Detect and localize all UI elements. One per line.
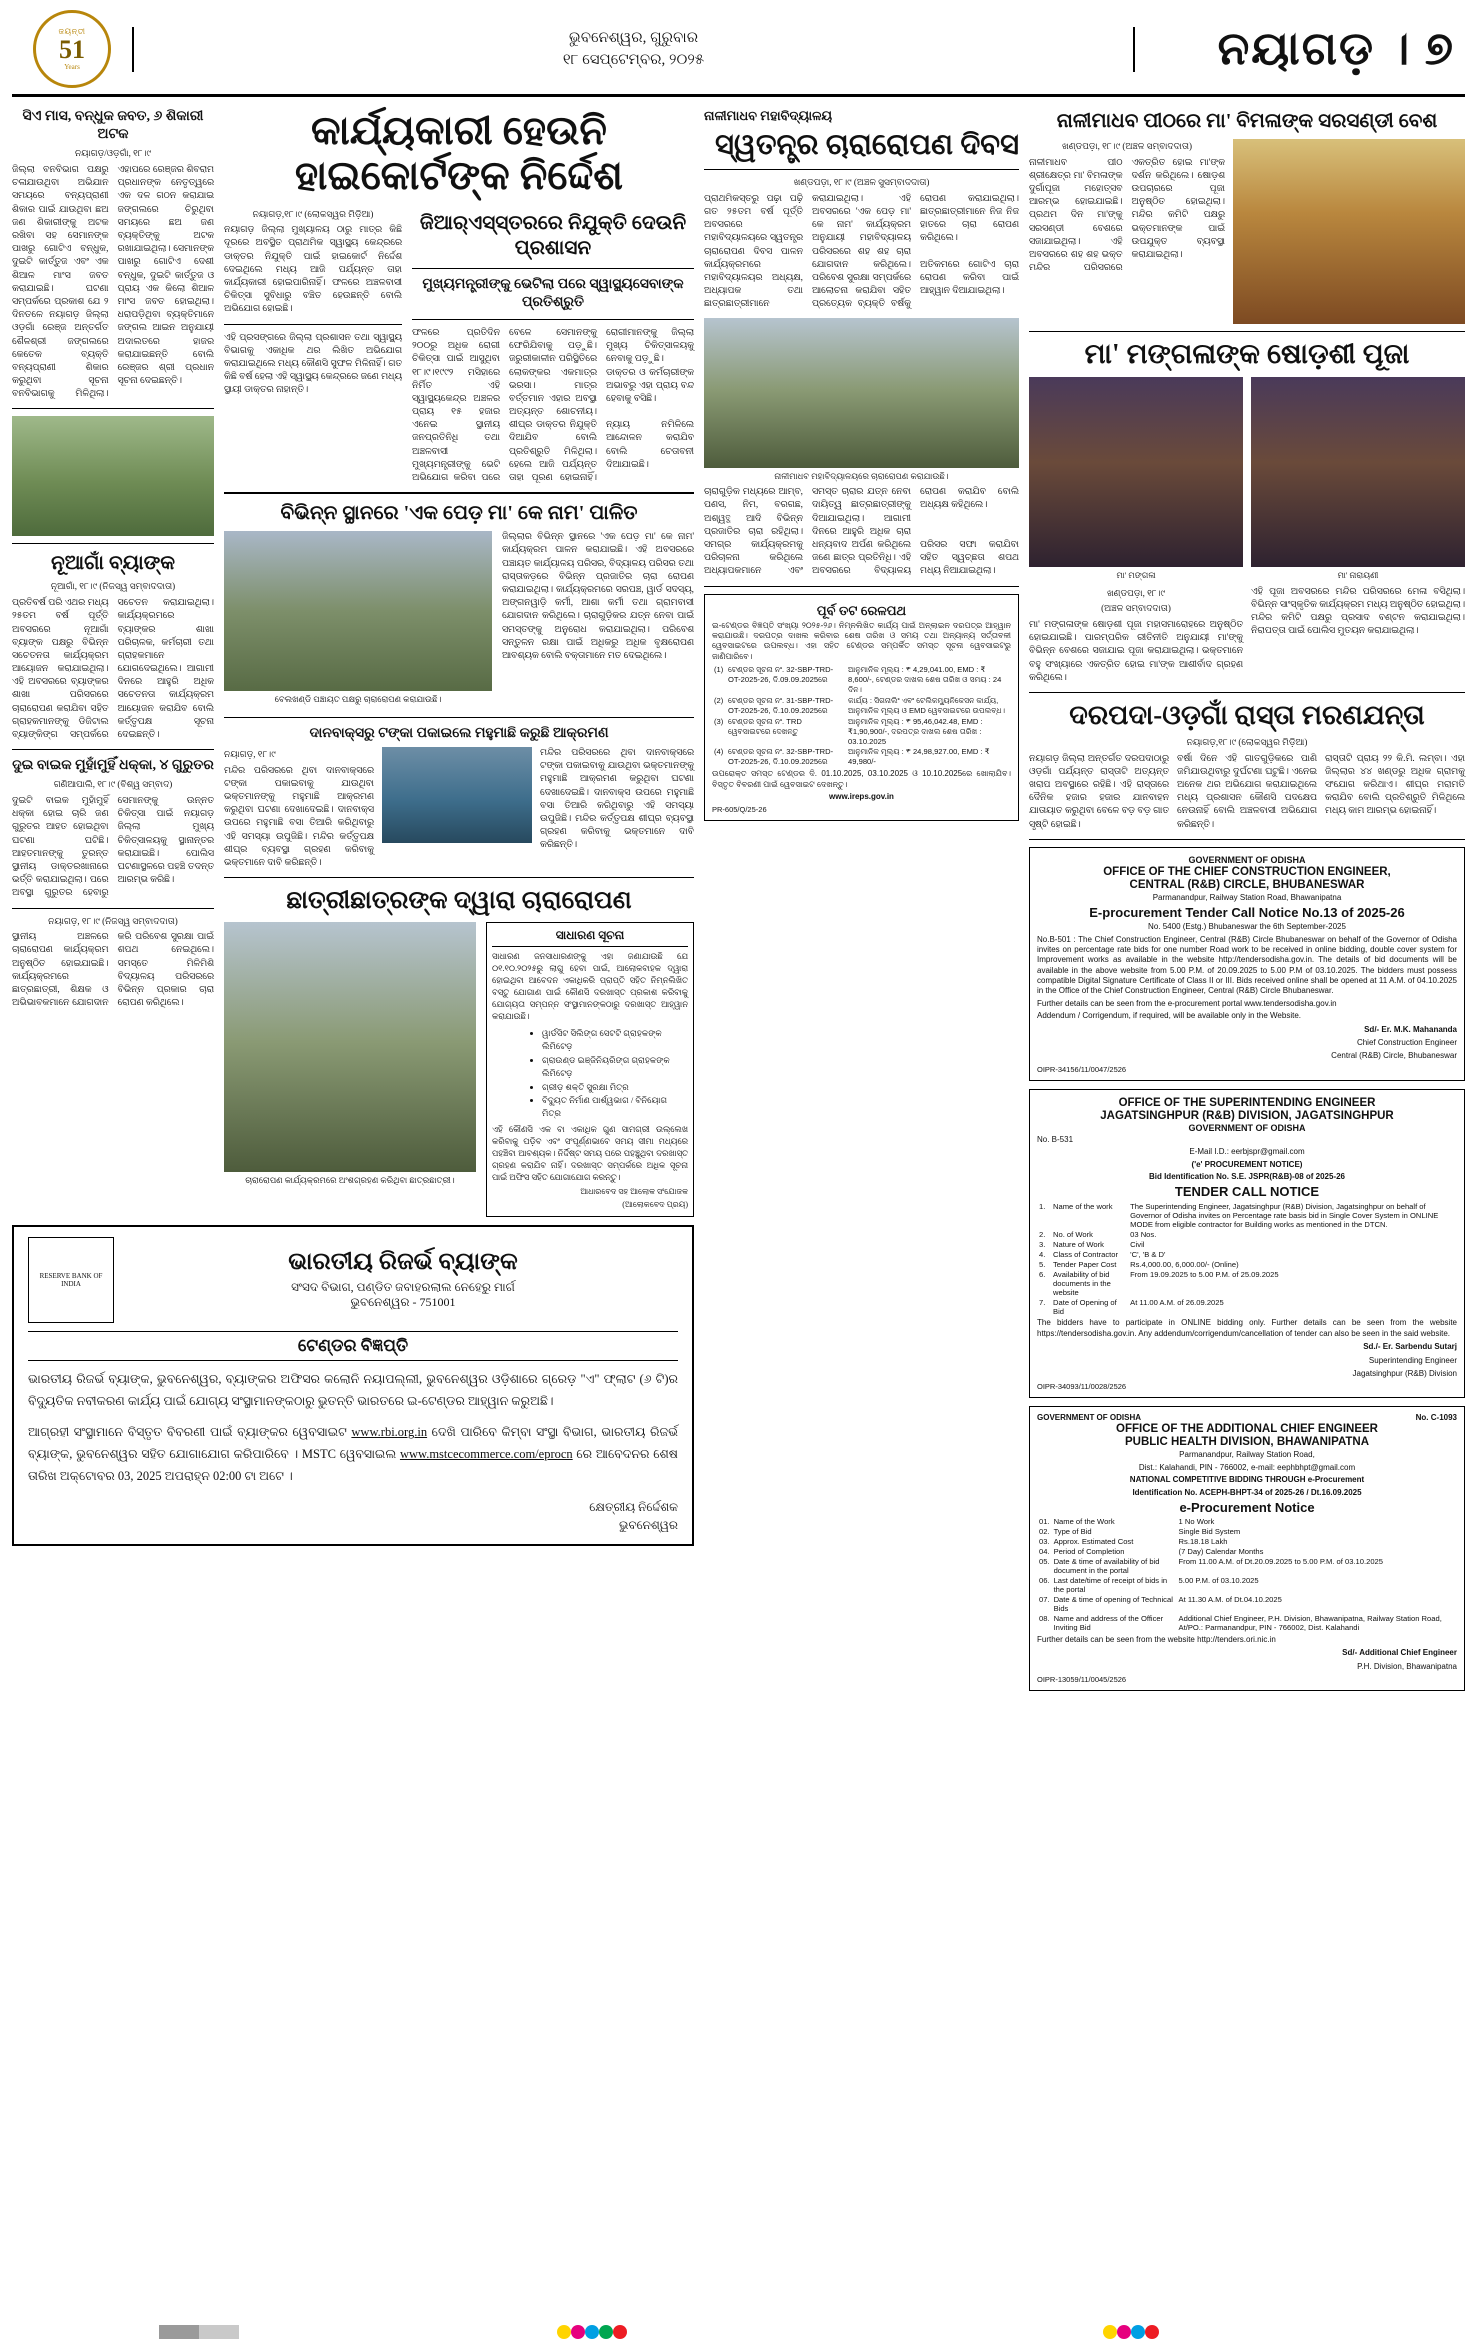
page-columns [12, 105, 1465, 1699]
rbi-title-block [128, 1249, 678, 1310]
row-label: Last date/time of receipt of bids in the portal [1053, 1576, 1168, 1595]
jag-gov-label: GOVERNMENT OF ODISHA [1188, 1122, 1306, 1133]
rbi-tender-advertisement [12, 1225, 694, 1546]
cce-gov-label: GOVERNMENT OF ODISHA [1188, 854, 1306, 865]
table-row [1037, 1229, 1457, 1239]
row-value: The Superintending Engineer, Jagatsinghpur (R&B) Division, Jagatsinghpur on behalf of Governor of Odisha invites on Percentage rate basis bid in Single Cover System in ONLINE MODE from eligible contractor for Building works as mentioned in the DTCN. [1130, 1201, 1439, 1229]
row-desc: ଆନୁମାନିକ ମୂଲ୍ୟ : ₹ 95,46,042.48, EMD : ₹1,90,900/-, ଦରପତ୍ର ଦାଖଲ ଶେଷ ତାରିଖ : 03.10.2025 [848, 716, 983, 746]
masthead [12, 10, 1465, 97]
reg-dot-yellow [557, 2325, 571, 2339]
row-label: Approx. Estimated Cost [1053, 1537, 1134, 1547]
row-number: 5. [1039, 1259, 1046, 1269]
col1-lead-headline: ସିଏ ମାସ, ବନ୍ଧୁକ ଜବତ, ୬ ଶିକାରୀ ଅଟକ [22, 109, 204, 143]
phd-sig-2: P.H. Division, Bhawanipatna [1357, 1661, 1457, 1671]
photo-maa-mangala [1029, 377, 1243, 567]
table-row [1037, 1537, 1457, 1547]
logo-top-label: ଜୟନ୍ତୀ [58, 27, 86, 36]
jag-title: TENDER CALL NOTICE [1174, 1184, 1320, 1200]
col1-news3-byline: ଗଣିଆପାଲି, ୧୮।୯ (ବିଶ୍ୱ ସମ୍ବାଦ) [53, 779, 173, 790]
col4-body-2b: ଏହି ପୂଜା ଅବସରରେ ମନ୍ଦିର ପରିସରରେ ମେଳା ବସିଥିଲା। ବିଭିନ୍ନ ସାଂସ୍କୃତିକ କାର୍ଯ୍ୟକ୍ରମ ମଧ୍ୟ ଅନୁଷ୍ଠିତ ହୋଇଥିଲା। ମନ୍ଦିର କମିଟି ପକ୍ଷରୁ ପ୍ରସାଦ ବଣ୍ଟନ କରାଯାଇଥିଲା। ନିରାପତ୍ତା ପାଇଁ ପୋଲିସ ମୁତୟନ କରାଯାଇଥିଲା। [1251, 586, 1465, 637]
photo-maa-narayani [1251, 377, 1465, 567]
logo-circle [33, 10, 111, 88]
col2-news5-photo-wrap [224, 531, 492, 710]
railway-tender-foot: ଉପରୋକ୍ତ ସମସ୍ତ ଟେଣ୍ଡର ଦି. 01.10.2025, 03.10.2025 ଓ 10.10.2025ରେ ଖୋଲାଯିବ। ବିସ୍ତୃତ ବିବରଣୀ ପାଇଁ ୱେବସାଇଟ ଦେଖନ୍ତୁ। [712, 769, 1011, 789]
divider [224, 324, 402, 325]
rbi-emblem-label: RESERVE BANK OF INDIA [39, 1271, 103, 1288]
row-value: At 11.00 A.M. of 26.09.2025 [1130, 1297, 1224, 1307]
photo-ek-ped-maa-ke-naam [224, 531, 492, 691]
row-value: 03 Nos. [1130, 1229, 1157, 1239]
row-tender-no: ଟେଣ୍ଡର ସୂଚନା ନଂ. 32-SBP-TRD-OT-2025-26, ଦି.10.09.2025ରେ [728, 746, 834, 766]
row-number: (4) [714, 746, 724, 756]
col1-news3-headline: ଦୁଇ ବାଇକ ମୁହାଁମୁହିଁ ଧକ୍କା, ୪ ଗୁରୁତର [12, 758, 214, 774]
row-label: Availability of bid documents in the website [1053, 1269, 1111, 1297]
main-subhead-1: ଜିଆର୍‌ଏସ୍‌ସ୍ତରରେ ନିଯୁକ୍ତି ଦେଉନି ପ୍ରଶାସନ [419, 211, 687, 259]
table-row [1037, 1547, 1457, 1557]
row-label: Date & time of availability of bid document in the portal [1053, 1557, 1160, 1576]
row-number: 04. [1039, 1547, 1050, 1557]
rbi-body-2-end: ରେ ଆବେଦନର ଶେଷ ତାରିଖ ଅକ୍ଟୋବର 03, 2025 ଅପରାହ୍ନ 02:00 ଟା ଅଟେ । [28, 1447, 678, 1484]
phd-gov-label: GOVERNMENT OF ODISHA [1037, 1413, 1142, 1423]
reg-dot-yellow [1103, 2325, 1117, 2339]
jag-no: No. B-531 [1037, 1134, 1074, 1144]
col3-photo-caption: ନାଳୀମାଧବ ମହାବିଦ୍ୟାଳୟରେ ଚାରାରୋପଣ କରାଯାଉଛି। [774, 470, 949, 481]
cce-sig-2: Chief Construction Engineer [1356, 1038, 1457, 1048]
col2-news6-headline: ଦାନବାକ୍ସରୁ ଟଙ୍କା ପକାଇଲେ ମହୁମାଛି କରୁଛି ଆକ୍ରମଣ [309, 725, 609, 741]
jag-office-line-2: JAGATSINGHPUR (R&B) DIVISION, JAGATSINGHPUR [1100, 1109, 1394, 1122]
reg-dot-green [599, 2325, 613, 2339]
cce-office-line-1: OFFICE OF THE CHIEF CONSTRUCTION ENGINEER, [1103, 865, 1391, 878]
col4-row-2 [1029, 586, 1465, 685]
col4-byline-2: ଖଣ୍ଡପଡ଼ା, ୧୮।୯ [1106, 587, 1166, 598]
photo-maa-bimala-besha [1233, 139, 1465, 324]
table-row [1037, 1517, 1457, 1527]
main-lead: ନୟାଗଡ଼ ଜିଲ୍ଲା ମୁଖ୍ୟାଳୟ ଠାରୁ ମାତ୍ର କିଛି ଦୂରରେ ଅବସ୍ଥିତ ପ୍ରାଥମିକ ସ୍ୱାସ୍ଥ୍ୟ କେନ୍ଦ୍ରରେ ଡାକ୍ତର ନିଯୁକ୍ତି ପାଇଁ ହାଇକୋର୍ଟ ନିର୍ଦ୍ଦେଶ ଦେଇଥିଲେ ମଧ୍ୟ ଆଜି ପର୍ଯ୍ୟନ୍ତ ତାହା କାର୍ଯ୍ୟକାରୀ ହୋଇପାରିନାହିଁ। ଫଳରେ ଅଞ୍ଚଳବାସୀ ଚିକିତ୍ସା ସୁବିଧାରୁ ବଞ୍ଚିତ ହେଉଛନ୍ତି ବୋଲି ଅଭିଯୋଗ ହୋଇଛି। [224, 225, 402, 315]
public-notice-sig-2: (ଆଲୋକବେଦ ପ୍ରୟ) [622, 1200, 688, 1210]
row-value: Additional Chief Engineer, P.H. Division, Bhawanipatna, Railway Station Road, At/PO.: Parmanandpur, PIN - 766002, Dist. Kalahandi [1178, 1614, 1442, 1633]
col4-body-3a: ନୟାଗଡ଼ ଜିଲ୍ଲା ଅନ୍ତର୍ଗତ ଦରପଦାଠାରୁ ଓଡ଼ଗାଁ ପର୍ଯ୍ୟନ୍ତ ରାସ୍ତାଟି ଅତ୍ୟନ୍ତ ଖରାପ ଅବସ୍ଥାରେ ରହିଛି। ଏହି ରାସ୍ତାରେ ଦୈନିକ ହଜାର ହଜାର ଯାନବାହନ ଯାତାୟାତ କରୁଥିବା ବେଳେ ବଡ଼ ବଡ଼ ଗାତ ସୃଷ୍ଟି ହୋଇଛି। [1029, 753, 1169, 830]
row-number: (1) [714, 664, 724, 674]
cce-tender-body: No.B-501 : The Chief Construction Engineer, Central (R&B) Circle Bhubaneswar on behalf of the Governor of Odisha invites on percentage rate bids for one number Road work to be received in online bidding, double cover system for Improvement works as available in the website http://tendersodisha.gov.in. The details of bid documents will be available in the above website from 5.00 P.M. of 20.09.2025 to 5.00 P.M of 03.10.2025. The bidders must possess compatible Digital Signature Certificate of Class II or III. Bids received online shall be opened at 11 A.M. of 04.10.2025 in the Office of the Chief Construction Engineer, Central (R&B) Circle Bhubaneswar. [1037, 934, 1457, 996]
main-body-2 [412, 327, 694, 367]
row-label: Tender Paper Cost [1053, 1259, 1117, 1269]
row-label: Name and address of the Officer Inviting Bid [1053, 1614, 1164, 1633]
row-value: Rs.18.18 Lakh [1178, 1537, 1228, 1547]
col2-news6-text: ମନ୍ଦିର ପରିସରରେ ଥିବା ଦାନବାକ୍ସରେ ଟଙ୍କା ପକାଇବାକୁ ଯାଉଥିବା ଭକ୍ତମାନଙ୍କୁ ମହୁମାଛି ଆକ୍ରମଣ କରୁଥିବା ଘଟଣା ଦେଖାଦେଇଛି। ଦାନବାକ୍ସ ଉପରେ ମହୁମାଛି ବସା ତିଆରି କରିଥିବାରୁ ଏହି ସମସ୍ୟା ଉପୁଜିଛି। ମନ୍ଦିର କର୍ତ୍ତୃପକ୍ଷ ଶୀଘ୍ର ବ୍ୟବସ୍ଥା ଗ୍ରହଣ କରିବାକୁ ଭକ୍ତମାନେ ଦାବି କରିଛନ୍ତି। [224, 765, 374, 869]
row-label: Nature of Work [1053, 1239, 1104, 1249]
railway-tender-title: ପୂର୍ବ ତଟ ରେଳପଥ [816, 602, 907, 618]
railway-tender-intro: ଇ-ଟେଣ୍ଡର ବିଜ୍ଞପ୍ତି ସଂଖ୍ୟା ୨୦୨୫-୨୬। ନିମ୍ନଲିଖିତ କାର୍ଯ୍ୟ ପାଇଁ ଅନ୍‌ଲାଇନ ଦରପତ୍ର ଆହ୍ୱାନ କରାଯାଉଛି। ଦରପତ୍ର ଦାଖଲ କରିବାର ଶେଷ ତାରିଖ ଓ ସମୟ ତଥା ଅନ୍ୟାନ୍ୟ ସର୍ତ୍ତାବଳୀ ୱେବସାଇଟରେ ଉପଲବ୍ଧ। ଏହା ସହିତ ଟେଣ୍ଡର ସମ୍ପର୍କିତ ସମସ୍ତ ସୂଚନା ୱେବସାଇଟରୁ ଜାଣିପାରିବେ। [712, 620, 1011, 661]
reg-swatch [239, 2325, 557, 2339]
rbi-address-1: ସଂସଦ ବିଭାଗ, ପଣ୍ଡିତ ଜବାହରଲାଲ ନେହେରୁ ମାର୍ଗ [291, 1280, 515, 1295]
row-number: 02. [1039, 1527, 1050, 1537]
row-number: 3. [1039, 1239, 1046, 1249]
logo-number: 51 [59, 35, 85, 64]
cce-tender-sub: No. 5400 (Estg.) Bhubaneswar the 6th September-2025 [1148, 922, 1346, 932]
divider [224, 717, 694, 718]
public-notice-box [486, 922, 694, 1216]
col2-bottom-row [224, 922, 694, 1216]
row-label: Type of Bid [1053, 1527, 1092, 1537]
divider [224, 492, 694, 494]
cce-sig-1: Sd/- Er. M.K. Mahananda [1364, 1024, 1457, 1034]
col1-news2-byline: ନୂଆଗାଁ, ୧୮।୯ (ନିଜସ୍ୱ ସମ୍ବାଦଦାତା) [50, 581, 176, 592]
table-row [712, 716, 1011, 746]
col3-body-3: ଚାରାଗୁଡ଼ିକ ମଧ୍ୟରେ ଆମ୍ବ, ପଣସ, ନିମ, ବରଗଛ, ଅଶ୍ୱତ୍ଥ ଆଦି ବିଭିନ୍ନ ପ୍ରଜାତିର ଚାରା ରହିଥିଲା। ସମସ୍ତ ଚାରାର ଯତ୍ନ ନେବା ଦାୟିତ୍ୱ ଛାତ୍ରଛାତ୍ରୀଙ୍କୁ ଦିଆଯାଇଥିଲା। ଆଗାମୀ ଦିନରେ ଆହୁରି ଅଧିକ ଚାରା ରୋପଣ କରାଯିବ ବୋଲି ଅଧ୍ୟକ୍ଷ କହିଥିଲେ। [704, 487, 1019, 537]
cce-oipr-ref: OIPR-34156/11/0047/2526 [1037, 1064, 1127, 1074]
jag-mail: E-Mail I.D.: eerbjspr@gmail.com [1189, 1147, 1305, 1157]
divider [12, 408, 214, 409]
photo3-caption: ଚାରାରୋପଣ କାର୍ଯ୍ୟକ୍ରମରେ ଅଂଶଗ୍ରହଣ କରିଥିବା ଛାତ୍ରଛାତ୍ରୀ। [245, 1175, 455, 1186]
row-number: 7. [1039, 1297, 1046, 1307]
phd-top-row [1037, 1413, 1457, 1422]
main-body-3 [412, 367, 694, 420]
col3-body-4: ସମଗ୍ର କାର୍ଯ୍ୟକ୍ରମକୁ ପରିଚାଳନା କରିଥିଲେ ଅଧ୍ୟାପକମାନେ ଏବଂ ଧନ୍ୟବାଦ ଅର୍ପଣ କରିଥିଲେ ଜଣେ ଛାତ୍ର ପ୍ରତିନିଧି। ଏହି ଅବସରରେ ବିଦ୍ୟାଳୟ ପରିସର ସଫା କରାଯିବା ସହିତ ସ୍ୱଚ୍ଛତା ଶପଥ ମଧ୍ୟ ନିଆଯାଇଥିଲା। [704, 539, 1019, 577]
col4-headline-2: ମା' ମଙ୍ଗଳାଙ୍କ ଷୋଡ଼ଶୀ ପୂଜା [1084, 339, 1410, 370]
rbi-body-1: ଭାରତୀୟ ରିଜର୍ଭ ବ୍ୟାଙ୍କ, ଭୁବନେଶ୍ୱର, ବ୍ୟାଙ୍କର ଅଫିସର କଲୋନି ନୟାପଲ୍ଲୀ, ଭୁବନେଶ୍ୱର ଓଡ଼ିଶାରେ ଗ୍ରେଡ଼ "ଏ" ଫ୍ଲାଟ (୬ ଟି)ର ବିଦ୍ୟୁତିକ ନବୀକରଣ କାର୍ଯ୍ୟ ପାଇଁ ଯୋଗ୍ୟ ସଂସ୍ଥାମାନଙ୍କଠାରୁ ଭୁତନ୍ତି ଭାରତରେ ଇ-ଟେଣ୍ଡର ଆହ୍ୱାନ କରୁଅଛି। [28, 1371, 678, 1408]
row-value: 1 No Work [1178, 1517, 1215, 1527]
col1-news2-body: ପ୍ରତିବର୍ଷ ପରି ଏଥର ମଧ୍ୟ ୨୫ତମ ବର୍ଷ ପୂର୍ତ୍ତି ଅବସରରେ ନୂଆଗାଁ ବ୍ୟାଙ୍କ ପକ୍ଷରୁ ବିଭିନ୍ନ ସଚେତନତା କାର୍ଯ୍ୟକ୍ରମ ଆୟୋଜନ କରାଯାଇଥିଲା। ଏହି ଅବସରରେ ବ୍ୟାଙ୍କର ଶାଖା ପରିସରରେ ଚାରାରୋପଣ କରାଯିବା ସହିତ ଗ୍ରାହକମାନଙ୍କୁ ଡିଜିଟାଲ ବ୍ୟାଙ୍କିଙ୍ଗ ସମ୍ପର୍କରେ ସଚେତନ କରାଯାଇଥିଲା। କାର୍ଯ୍ୟକ୍ରମରେ ବ୍ୟାଙ୍କର ଶାଖା ପରିଚାଳକ, କର୍ମଚାରୀ ତଥା ଗ୍ରାହକମାନେ ଯୋଗଦେଇଥିଲେ। ଆଗାମୀ ଦିନରେ ଆହୁରି ଅଧିକ ସଚେତନତା କାର୍ଯ୍ୟକ୍ରମ ଆୟୋଜନ କରାଯିବ ବୋଲି କର୍ତ୍ତୃପକ୍ଷ ସୂଚନା ଦେଇଛନ୍ତି। [12, 598, 214, 740]
reg-dot-magenta [1117, 2325, 1131, 2339]
masthead-date: ୧୮ ସେପ୍ଟେମ୍ବର, ୨୦୨୫ [562, 52, 705, 68]
col2-news6-row [224, 747, 694, 870]
col1-news3-body: ଦୁଇଟି ବାଇକ ମୁହାଁମୁହିଁ ଧକ୍କା ହୋଇ ଚାରି ଜଣ ଗୁରୁତର ଆହତ ହୋଇଥିବା ଘଟଣା ଘଟିଛି। ଆହତମାନଙ୍କୁ ତୁରନ୍ତ ସ୍ଥାନୀୟ ଡାକ୍ତରଖାନାରେ ଭର୍ତ୍ତି କରାଯାଇଥିଲା। ପରେ ଅବସ୍ଥା ଗୁରୁତର ହେବାରୁ ସେମାନଙ୍କୁ ଉନ୍ନତ ଚିକିତ୍ସା ପାଇଁ ନୟାଗଡ଼ ଜିଲ୍ଲା ମୁଖ୍ୟ ଚିକିତ୍ସାଳୟକୁ ସ୍ଥାନାନ୍ତର କରାଯାଇଛି। ପୋଲିସ ଘଟଣାସ୍ଥଳରେ ପହଞ୍ଚି ତଦନ୍ତ ଆରମ୍ଭ କରିଛି। [12, 796, 214, 899]
table-row [1037, 1259, 1457, 1269]
rbi-header [28, 1237, 678, 1323]
cce-tender-title: E-procurement Tender Call Notice No.13 of 2025-26 [1089, 905, 1405, 921]
table-row [712, 664, 1011, 695]
row-number: 4. [1039, 1249, 1046, 1259]
reg-swatch [159, 2325, 199, 2339]
col4-body-2a: ମା' ମଙ୍ଗଳାଙ୍କ ଷୋଡ଼ଶୀ ପୂଜା ମହାସମାରୋହରେ ଅନୁଷ୍ଠିତ ହୋଇଯାଇଛି। ପାରମ୍ପରିକ ରୀତିନୀତି ଅନୁଯାୟୀ ମା'ଙ୍କୁ ବିଭିନ୍ନ ବେଶରେ ସଜାଯାଇ ପୂଜା କରାଯାଇଥିଲା। ଭକ୍ତମାନେ ବହୁ ସଂଖ୍ୟାରେ ଏକତ୍ରିତ ହୋଇ ମା'ଙ୍କ ଆଶୀର୍ବାଦ ଗ୍ରହଣ କରିଥିଲେ। [1029, 620, 1243, 683]
table-row [1037, 1595, 1457, 1614]
col1-lead-byline: ନୟାଗଡ଼/ଓଡ଼ଗାଁ, ୧୮।୯ [74, 148, 151, 159]
cce-tender-body-3: Addendum / Corrigendum, if required, will be available only in the Website. [1037, 1011, 1301, 1021]
row-label: Name of the Work [1053, 1517, 1115, 1527]
col4-idol-left [1029, 377, 1243, 586]
col2-news6-body-2: ମନ୍ଦିର ପରିସରରେ ଥିବା ଦାନବାକ୍ସରେ ଟଙ୍କା ପକାଇବାକୁ ଯାଉଥିବା ଭକ୍ତମାନଙ୍କୁ ମହୁମାଛି ଆକ୍ରମଣ କରୁଥିବା ଘଟଣା ଦେଖାଦେଇଛି। ଦାନବାକ୍ସ ଉପରେ ମହୁମାଛି ବସା ତିଆରି କରିଥିବାରୁ ଏହି ସମସ୍ୟା ଉପୁଜିଛି। ମନ୍ଦିର କର୍ତ୍ତୃପକ୍ଷ ଶୀଘ୍ର ବ୍ୟବସ୍ଥା ଗ୍ରହଣ କରିବାକୁ ଭକ୍ତମାନେ ଦାବି କରିଛନ୍ତି। [540, 748, 694, 851]
jag-office-line-1: OFFICE OF THE SUPERINTENDING ENGINEER [1118, 1096, 1376, 1109]
photo1-caption: ବେଲଖଣ୍ଡି ପଞ୍ଚାୟତ ପକ୍ଷରୁ ଚାରାରୋପଣ କରାଯାଉଛି। [274, 694, 442, 705]
phd-tender-table [1037, 1517, 1457, 1633]
main-byline: ନୟାଗଡ଼,୧୮।୯ (ଲୋକସ୍ୱର ମିଡ଼ିଆ) [252, 208, 374, 219]
column-3 [704, 105, 1019, 1699]
table-row [1037, 1557, 1457, 1576]
row-number: 07. [1039, 1595, 1050, 1605]
rbi-body-2-pre: ଆଗ୍ରହୀ ସଂସ୍ଥାମାନେ ବିସ୍ତୃତ ବିବରଣୀ ପାଇଁ ବ୍ୟାଙ୍କର ୱେବସାଇଟ [28, 1425, 347, 1440]
table-row [712, 695, 1011, 716]
divider [1029, 692, 1465, 693]
print-registration-bar [0, 2325, 1477, 2339]
row-number: 05. [1039, 1557, 1050, 1567]
jagatsinghpur-tender-notice [1029, 1089, 1465, 1399]
caption-maa-narayani: ମା' ନାରାୟଣୀ [1337, 570, 1379, 580]
rbi-title: ଭାରତୀୟ ରିଜର୍ଭ ବ୍ୟାଙ୍କ [288, 1249, 518, 1276]
col2-news6-photo-wrap [382, 747, 532, 870]
public-notice-items [502, 1027, 688, 1120]
public-notice-title: ସାଧାରଣ ସୂଚନା [492, 928, 688, 947]
col4-idol-photos [1029, 377, 1465, 586]
row-number: 08. [1039, 1614, 1050, 1624]
col2-news5-row [224, 531, 694, 710]
col3-headline: ସ୍ୱତନ୍ତ୍ର ଚାରାରୋପଣ ଦିବସ [715, 128, 1019, 161]
table-row [1037, 1249, 1457, 1259]
phd-foot: Further details can be seen from the website http://tenders.ori.nic.in [1037, 1634, 1276, 1644]
reg-swatch [1159, 2325, 1477, 2339]
row-number: 01. [1039, 1517, 1050, 1527]
public-notice-sig-1: ଆଧାରବେଦ ସହ ଆଲୋକ ସଂଯୋଜକ [580, 1186, 688, 1196]
main-subhead-2: ମୁଖ୍ୟମନ୍ତ୍ରୀଙ୍କୁ ଭେଟିଲା ପରେ ସ୍ୱାସ୍ଥ୍ୟସେବାଙ୍କ ପ୍ରତିଶ୍ରୁତି [422, 276, 684, 310]
divider [1029, 839, 1465, 840]
main-body-4 [412, 419, 694, 485]
row-label: Name of the work [1053, 1201, 1113, 1211]
rbi-body-2 [28, 1422, 678, 1488]
reg-dot-cyan [585, 2325, 599, 2339]
railway-tender-table [712, 664, 1011, 767]
jag-tender-table [1037, 1201, 1457, 1316]
row-desc: କାର୍ଯ୍ୟ : ସିଗନାଲିଂ ଏବଂ ଟେଲିକମ୍ୟୁନିକେସନ କାର୍ଯ୍ୟ, ଆନୁମାନିକ ମୂଲ୍ୟ ଓ EMD ୱେବସାଇଟରେ ଉପଲବ୍ଧ। [848, 695, 1005, 715]
divider [412, 268, 694, 269]
phd-title-3: e-Procurement Notice [1179, 1499, 1315, 1515]
row-value: Civil [1130, 1239, 1145, 1249]
col4-text-1 [1029, 139, 1225, 324]
main-body-2a: ଫଳରେ ପ୍ରତିଦିନ ୨୦୦ରୁ ଅଧିକ ରୋଗୀ ଚିକିତ୍ସା ପାଇଁ ଆସୁଥିବା ବେଳେ ସେମାନଙ୍କୁ ଫେରିଯିବାକୁ ପଡ଼ୁଛି। ଜରୁରୀକାଳୀନ ପରିସ୍ଥିତିରେ ରୋଗୀମାନଙ୍କୁ ଜିଲ୍ଲା ମୁଖ୍ୟ ଚିକିତ୍ସାଳୟକୁ ନେବାକୁ ପଡ଼ୁଛି। [412, 327, 694, 365]
col2-news5-body: ଜିଲ୍ଲାର ବିଭିନ୍ନ ସ୍ଥାନରେ 'ଏକ ପେଡ଼ ମା' କେ ନାମ' କାର୍ଯ୍ୟକ୍ରମ ପାଳନ କରାଯାଇଛି। ଏହି ଅବସରରେ ପଞ୍ଚାୟତ କାର୍ଯ୍ୟାଳୟ ପରିସର, ବିଦ୍ୟାଳୟ ପରିସର ତଥା ରାସ୍ତାକଡ଼ରେ ବିଭିନ୍ନ ପ୍ରଜାତିର ଚାରା ରୋପଣ କରାଯାଇଥିଲା। କାର୍ଯ୍ୟକ୍ରମରେ ସରପଞ୍ଚ, ୱାର୍ଡ ସଦସ୍ୟ, ଅଙ୍ଗନୱାଡ଼ି କର୍ମୀ, ଆଶା କର୍ମୀ ତଥା ଗ୍ରାମବାସୀ ଯୋଗଦାନ କରିଥିଲେ। ଚାରାଗୁଡ଼ିକର ଯତ୍ନ ନେବା ପାଇଁ ସମସ୍ତଙ୍କୁ ଅନୁରୋଧ କରାଯାଇଥିଲା। ପରିବେଶ ସନ୍ତୁଳନ ରକ୍ଷା ପାଇଁ ଅଧିକରୁ ଅଧିକ ବୃକ୍ଷରୋପଣ ଆବଶ୍ୟକ ବୋଲି ବକ୍ତାମାନେ ମତ ଦେଇଥିଲେ। [502, 532, 694, 661]
row-value: From 11.00 A.M. of Dt.20.09.2025 to 5.00 P.M. of 03.10.2025 [1178, 1557, 1384, 1567]
col4-headline-3: ଦରପଦା-ଓଡ଼ଗାଁ ରାସ୍ତା ମରଣଯନ୍ତା [1069, 699, 1425, 730]
row-value: 5.00 P.M. of 03.10.2025 [1178, 1576, 1259, 1586]
col4-byline-1: ଖଣ୍ଡପଡ଼ା, ୧୮।୯ (ଅଞ୍ଚଳ ସମ୍ବାଦଦାତା) [1062, 141, 1192, 151]
railway-tender-ref: PR-605/Q/25-26 [712, 805, 767, 815]
photo-college-plantation [704, 318, 1019, 468]
main-body-4a: ଏନେଇ ସ୍ଥାନୀୟ ଜନପ୍ରତିନିଧି ତଥା ଅଞ୍ଚଳବାସୀ ମୁଖ୍ୟମନ୍ତ୍ରୀଙ୍କୁ ଭେଟି ଅଭିଯୋଗ କରିବା ପରେ ଶୀଘ୍ର ଡାକ୍ତର ନିଯୁକ୍ତି ଦିଆଯିବ ବୋଲି ପ୍ରତିଶ୍ରୁତି ମିଳିଥିଲା। ହେଲେ ଆଜି ପର୍ଯ୍ୟନ୍ତ ତାହା ପୂରଣ ହୋଇନାହିଁ। ନ୍ୟାୟ ନମିଳିଲେ ଆନ୍ଦୋଳନ କରାଯିବ ବୋଲି ଚେତାବନୀ ଦିଆଯାଇଛି। [412, 420, 694, 484]
table-row [1037, 1201, 1457, 1229]
col4-byline-2b: (ଅଞ୍ଚଳ ସମ୍ବାଦଦାତା) [1101, 603, 1171, 614]
phd-address-2: Dist.: Kalahandi, PIN - 766002, e-mail: eephbhpt@gmail.com [1138, 1462, 1356, 1472]
jag-sig-2: Superintending Engineer [1368, 1355, 1457, 1365]
divider [12, 543, 214, 544]
table-row [712, 746, 1011, 767]
table-row [1037, 1576, 1457, 1595]
row-value: From 19.09.2025 to 5.00 P.M. of 25.09.2025 [1130, 1269, 1279, 1279]
rbi-url-1[interactable]: www.rbi.org.in [351, 1425, 428, 1440]
row-desc: ଆନୁମାନିକ ମୂଲ୍ୟ : ₹ 4,29,041.00, EMD : ₹ 8,600/-, ଟେଣ୍ଡର ଦାଖଲ ଶେଷ ତାରିଖ ଓ ସମୟ : 24 ଦିନ। [848, 664, 1002, 694]
table-row [1037, 1269, 1457, 1297]
divider [12, 908, 214, 909]
railway-tender-website[interactable]: www.ireps.gov.in [829, 791, 894, 801]
cce-tender-body-2: Further details can be seen from the e-procurement portal www.tendersodisha.gov.in [1037, 998, 1337, 1008]
phd-office-line-1: OFFICE OF THE ADDITIONAL CHIEF ENGINEER [1116, 1423, 1378, 1436]
row-label: Date & time of opening of Technical Bids [1053, 1595, 1173, 1614]
list-item: • ଗ୍ରାଉଣ୍ଡ ଇଞ୍ଜିନିୟରିଙ୍ଗ ଗ୍ରାହକଙ୍କ ଲିମିଟେଡ଼ [542, 1054, 688, 1080]
reg-dot-red [1145, 2325, 1159, 2339]
row-value: Single Bid System [1178, 1527, 1241, 1537]
reg-swatch [0, 2325, 159, 2339]
col1-lead-body: ଜିଲ୍ଲା ବନବିଭାଗ ପକ୍ଷରୁ ଚଳାଯାଉଥିବା ଅଭିଯାନ ସମୟରେ ବନ୍ୟପ୍ରାଣୀ ଶିକାର ପାଇଁ ଯାଉଥିବା ଛଅ ଜଣ ଶିକାରୀଙ୍କୁ ଅଟକ ରଖିବା ସହ ସେମାନଙ୍କ ପାଖରୁ ଗୋଟିଏ ବନ୍ଧୁକ, ଦୁଇଟି କାର୍ତ୍ତୁଜ ଏବଂ ଏକ ଶିଆଳ ମାଂସ ଜବତ କରାଯାଇଛି। ଘଟଣା ସମ୍ପର୍କରେ ପ୍ରକାଶ ଯେ ୨ ଦିନତଳେ ନୟାଗଡ଼ ଜିଲ୍ଲା ଓଡ଼ଗାଁ ରେଞ୍ଜ ଅନ୍ତର୍ଗତ ଶୈଳଶ୍ରୀ ଜଙ୍ଗଲରେ କେତେକ ବ୍ୟକ୍ତି ବନ୍ୟପ୍ରାଣୀ ଶିକାର କରୁଥିବା ସୂଚନା ବନବିଭାଗକୁ ମିଳିଥିଲା। ଏହାପରେ ରେଞ୍ଜର ଶିବରାମ ପ୍ରଧାନଙ୍କ ନେତୃତ୍ୱରେ ଏକ ଦଳ ଗଠନ କରାଯାଇ ଜଙ୍ଗଲରେ ଚିରୁଥିବା ସମୟରେ ଛଅ ଜଣ ବ୍ୟକ୍ତିଙ୍କୁ ଅଟକ ରଖାଯାଇଥିଲା। ସେମାନଙ୍କ ପାଖରୁ ଗୋଟିଏ ଦେଶୀ ବନ୍ଧୁକ, ଦୁଇଟି କାର୍ତ୍ତୁଜ ଓ ପ୍ରାୟ ଏକ କିଲୋ ଶିଆଳ ମାଂସ ଜବତ ହୋଇଥିଲା। ଧରାପଡ଼ିଥିବା ବ୍ୟକ୍ତିମାନେ ଜଙ୍ଗଲ ଆଇନ ଅନୁଯାୟୀ ଅଦାଲତରେ ହାଜର କରାଯାଇଛନ୍ତି ବୋଲି ରେଞ୍ଜର ଶ୍ରୀ ପ୍ରଧାନ ସୂଚନା ଦେଇଛନ୍ତି। [12, 165, 214, 400]
rbi-address-2: ଭୁବନେଶ୍ୱର - 751001 [350, 1295, 456, 1310]
table-row [1037, 1297, 1457, 1316]
edition-name: ନୟାଗଡ଼ । ୭ [1217, 22, 1455, 74]
row-number: (2) [714, 695, 724, 705]
row-number: 06. [1039, 1576, 1050, 1586]
col2-news5-headline: ବିଭିନ୍ନ ସ୍ଥାନରେ 'ଏକ ପେଡ଼ ମା' କେ ନାମ' ପାଳିତ [280, 502, 638, 525]
reg-dot-magenta [571, 2325, 585, 2339]
cce-address: Parmanandpur, Railway Station Road, Bhawanipatna [1152, 892, 1342, 902]
col2-photo3-wrap [224, 922, 476, 1216]
col4-photo-1-wrap [1233, 139, 1465, 324]
phd-title-1: NATIONAL COMPETITIVE BIDDING THROUGH e-Procurement [1129, 1475, 1365, 1485]
row-value: (7 Day) Calendar Months [1178, 1547, 1264, 1557]
phd-sig-1: Sd/- Additional Chief Engineer [1342, 1648, 1457, 1658]
table-row [1037, 1527, 1457, 1537]
col4-byline-3: ନୟାଗଡ଼,୧୮।୯ (ଲୋକସ୍ୱର ମିଡ଼ିଆ) [1186, 736, 1308, 747]
divider [1029, 331, 1465, 332]
col3-body-2: କାର୍ଯ୍ୟକ୍ରମରେ ମହାବିଦ୍ୟାଳୟର ଅଧ୍ୟକ୍ଷ, ଅଧ୍ୟାପକ ତଥା ଛାତ୍ରଛାତ୍ରୀମାନେ ଯୋଗଦାନ କରିଥିଲେ। ପରିବେଶ ସୁରକ୍ଷା ସମ୍ପର୍କରେ ଆଲୋଚନା କରାଯିବା ସହିତ ପ୍ରତ୍ୟେକ ବ୍ୟକ୍ତି ବର୍ଷକୁ ଅତିକମରେ ଗୋଟିଏ ଚାରା ରୋପଣ କରିବା ପାଇଁ ଆହ୍ୱାନ ଦିଆଯାଇଥିଲା। [704, 259, 1019, 310]
jag-proc-label: ('e' PROCUREMENT NOTICE) [1191, 1159, 1303, 1169]
rbi-sig-2: ଭୁବନେଶ୍ୱର [619, 1518, 678, 1532]
row-value: At 11.30 A.M. of Dt.04.10.2025 [1178, 1595, 1282, 1605]
public-notice-text: ସାଧାରଣ ଜନସାଧାରଣଙ୍କୁ ଏହା ଜଣାଯାଉଛି ଯେ ୦୧.୧୦.୨୦୨୫ରୁ ଲାଗୁ ହେବା ପାଇଁ, ଆଲୋକବାହକ ଦ୍ୱାରା ହୋଇଥିବା ଆବେଦନ ଏକାଧିକରି ପ୍ରାପ୍ତି ସହିତ ନିମ୍ନଲିଖିତ ବସ୍ତୁ ଯୋଗାଣ ପାଇଁ କୌଣସି ଦରଖାସ୍ତ ପ୍ରକାଶ କରିବାକୁ ଯୋଗ୍ୟତା ସମ୍ପନ୍ନ ସଂସ୍ଥାମାନଙ୍କଠାରୁ ଦରଖାସ୍ତ ଆହ୍ୱାନ କରାଯାଉଛି। [492, 952, 688, 1022]
col4-row-1 [1029, 139, 1465, 324]
table-row [1037, 1239, 1457, 1249]
row-label: Class of Contractor [1053, 1249, 1118, 1259]
col2-news7-headline: ଛାତ୍ରୀଛାତ୍ରଙ୍କ ଦ୍ୱାରା ଚାରାରୋପଣ [286, 887, 632, 915]
list-item: • ୱାର୍ଡସିଟ ସିଲିଙ୍ଗ ସେଟଟି ଗ୍ରାହକଙ୍କ ଲିମିଟେଡ଼ [542, 1027, 688, 1053]
table-row [1037, 1614, 1457, 1633]
logo-sub-label: Years [64, 63, 80, 71]
cce-office-line-2: CENTRAL (R&B) CIRCLE, BHUBANESWAR [1129, 878, 1365, 891]
main-story-left [224, 207, 402, 486]
rbi-url-2[interactable]: www.mstcecommerce.com/eprocn [399, 1447, 573, 1462]
jag-bid-id: Bid Identification No. S.E. JSPR(R&B)-08 of 2025-26 [1148, 1172, 1346, 1181]
cce-sig-3: Central (R&B) Circle, Bhubaneswar [1331, 1051, 1457, 1061]
main-body-1: ଏହି ପ୍ରସଙ୍ଗରେ ଜିଲ୍ଲା ପ୍ରଶାସନ ତଥା ସ୍ୱାସ୍ଥ୍ୟ ବିଭାଗକୁ ଏକାଧିକ ଥର ଲିଖିତ ଅଭିଯୋଗ କରାଯାଇଥିଲେ ମଧ୍ୟ କୌଣସି ସୁଫଳ ମିଳିନାହିଁ। ଗତ କିଛି ବର୍ଷ ହେଲା ଏହି ସ୍ୱାସ୍ଥ୍ୟ କେନ୍ଦ୍ରରେ ଜଣେ ମଧ୍ୟ ସ୍ଥାୟୀ ଡାକ୍ତର ନାହାନ୍ତି। [224, 332, 402, 396]
col3-kicker: ନାଳୀମାଧବ ମହାବିଦ୍ୟାଳୟ [704, 108, 833, 123]
reg-swatch [199, 2325, 239, 2339]
jag-sig-3: Jagatsinghpur (R&B) Division [1352, 1368, 1457, 1378]
masthead-dateline [132, 27, 1135, 72]
reg-swatch [627, 2325, 1104, 2339]
caption-maa-mangala: ମା' ମଙ୍ଗଳା [1116, 570, 1156, 580]
reg-dot-red [613, 2325, 627, 2339]
row-number: 6. [1039, 1269, 1046, 1279]
row-value: 'C', 'B & D' [1130, 1249, 1166, 1259]
col4-body-2a-wrap [1029, 586, 1243, 685]
rbi-body-2-mid: ଦେଖି ପାରିବେ କିମ୍ବା ସଂସ୍ଥା ବିଭାଗ, ଭାରତୀୟ ରିଜର୍ଭ ବ୍ୟାଙ୍କ, ଭୁବନେଶ୍ୱର ସହିତ ଯୋଗାଯୋଗ କରିପାରିବେ । MSTC ୱେବସାଇଲ [28, 1425, 679, 1462]
reg-dot-cyan [1131, 2325, 1145, 2339]
public-notice-foot: ଏହି କୌଣସି ଏକ ବା ଏକାଧିକ ଗୁଣ ସାମଗ୍ରୀ ଉଲ୍ଲେଖ କରିବାକୁ ପଡ଼ିବ ଏବଂ ସଂପୂର୍ଣ୍ଣଭାବେ ସମୟ ସୀମା ମଧ୍ୟରେ ପହଞ୍ଚିବା ଆବଶ୍ୟକ। ନିର୍ଦ୍ଦିଷ୍ଟ ସମୟ ପରେ ପହଞ୍ଚୁଥିବା ଦରଖାସ୍ତ ଗ୍ରହଣ କରାଯିବ ନାହିଁ। ଦରଖାସ୍ତ ସମ୍ପର୍କରେ ଅଧିକ ସୂଚନା ପାଇଁ ଅଫିସ ସହିତ ଯୋଗାଯୋଗ କରନ୍ତୁ। [492, 1125, 688, 1182]
phd-address-1: Parmanandpur, Railway Station Road, [1179, 1450, 1315, 1460]
row-label: Date of Opening of Bid [1053, 1297, 1117, 1316]
row-number: (3) [714, 716, 724, 726]
divider [412, 319, 694, 320]
jag-sig-1: Sd./- Er. Sarbendu Sutarj [1363, 1342, 1457, 1352]
divider [704, 169, 1019, 170]
col1-news2-headline: ନୂଆଗାଁ ବ୍ୟାଙ୍କ [50, 552, 176, 575]
phd-no: No. C-1093 [1415, 1413, 1457, 1423]
cce-tender-notice [1029, 847, 1465, 1081]
row-tender-no: ଟେଣ୍ଡର ସୂଚନା ନଂ. 31-SBP-TRD-OT-2025-26, ଦି.10.09.2025ରେ [728, 695, 834, 715]
rbi-emblem-icon [28, 1237, 114, 1323]
main-story-row [224, 207, 694, 486]
rbi-tender-heading: ଟେଣ୍ଡର ବିଜ୍ଞପ୍ତି [28, 1331, 678, 1361]
main-body-3a: ୧୮।୯।୧୯୯୨ ମସିହାରେ ନିର୍ମିତ ଏହି ସ୍ୱାସ୍ଥ୍ୟକେନ୍ଦ୍ର ଅଞ୍ଚଳର ପ୍ରାୟ ୧୫ ହଜାର ଲୋକଙ୍କର ଏକମାତ୍ର ଭରସା। ମାତ୍ର ବର୍ତ୍ତମାନ ଏହାର ଅବସ୍ଥା ଅତ୍ୟନ୍ତ ଶୋଚନୀୟ। ଡାକ୍ତର ଓ କର୍ମଚାରୀଙ୍କ ଅଭାବରୁ ଏହା ପ୍ରାୟ ବନ୍ଦ ହେବାକୁ ବସିଛି। [412, 367, 694, 418]
col1-news4-body: ସ୍ଥାନୀୟ ଅଞ୍ଚଳରେ ଚାରାରୋପଣ କାର୍ଯ୍ୟକ୍ରମ ଅନୁଷ୍ଠିତ ହୋଇଯାଇଛି। କାର୍ଯ୍ୟକ୍ରମରେ ଛାତ୍ରଛାତ୍ରୀ, ଶିକ୍ଷକ ଓ ଅଭିଭାବକମାନେ ଯୋଗଦାନ କରି ପରିବେଶ ସୁରକ୍ଷା ପାଇଁ ଶପଥ ନେଇଥିଲେ। ସମସ୍ତେ ମିଳିମିଶି ବିଦ୍ୟାଳୟ ପରିସରରେ ବିଭିନ୍ନ ପ୍ରକାର ଚାରା ରୋପଣ କରିଥିଲେ। [12, 932, 214, 1009]
phd-tender-notice [1029, 1406, 1465, 1691]
phd-title-2: Identification No. ACEPH-BHPT-34 of 2025-26 / Dt.16.09.2025 [1132, 1487, 1362, 1497]
row-number: 2. [1039, 1229, 1046, 1239]
photo-donation-box [382, 747, 532, 843]
row-label: Period of Completion [1053, 1547, 1125, 1557]
row-number: 1. [1039, 1201, 1046, 1211]
column-4 [1029, 105, 1465, 1699]
col3-byline: ଖଣ୍ଡପଡ଼ା, ୧୮।୯ (ଅଞ୍ଚଳ ସୁସମ୍ବାଦଦାତା) [793, 177, 930, 188]
phd-oipr-ref: OIPR-13059/11/0045/2526 [1037, 1675, 1127, 1685]
jag-foot: The bidders have to participate in ONLINE bidding only. Further details can be seen from the website https://tendersodisha.gov.in. Any addendum/corrigendum/cancellation of tender can also be seen in the said website. [1037, 1318, 1457, 1338]
divider [224, 877, 694, 878]
photo-students-plantation [224, 922, 476, 1172]
col1-news4-byline: ନୟାଗଡ଼, ୧୮।୯ (ନିଜସ୍ୱ ସମ୍ବାଦଦାତା) [48, 915, 178, 926]
row-tender-no: ଟେଣ୍ଡର ସୂଚନା ନଂ. 32-SBP-TRD-OT-2025-26, ଦି.09.09.2025ରେ [728, 664, 834, 684]
col2-news6-byline: ନୟାଗଡ଼, ୧୮।୯ [224, 749, 276, 760]
col4-headline-1: ନାଳୀମାଧବ ପୀଠରେ ମା' ବିମଳାଙ୍କ ସରସଣ୍ଡୀ ବେଶ [1056, 110, 1438, 132]
col4-idol-right [1251, 377, 1465, 586]
main-headline: କାର୍ଯ୍ୟକାରୀ ହେଉନି ହାଇକୋର୍ଟଙ୍କ ନିର୍ଦ୍ଦେଶ [294, 108, 624, 198]
list-item: • ବିଦ୍ୟୁତ ନିର୍ମାଣ ପାର୍ଶ୍ୱଭାଗ / ବିନିୟୋଗ ମିତ୍ର [542, 1094, 688, 1120]
main-story-right [412, 207, 694, 486]
col3-body-1: ପ୍ରାଥମିକସ୍ତରୁ ପଢ଼ା ପଢ଼ି ଗତ ୨୫ତମ ବର୍ଷ ପୂର୍ତ୍ତି ଅବସରରେ ମହାବିଦ୍ୟାଳୟରେ ସ୍ୱତନ୍ତ୍ର ଚାରାରୋପଣ ଦିବସ ପାଳନ କରାଯାଇଥିଲା। ଏହି ଅବସରରେ 'ଏକ ପେଡ଼ ମା' କେ ନାମ' କାର୍ଯ୍ୟକ୍ରମ ଅନୁଯାୟୀ ମହାବିଦ୍ୟାଳୟ ପରିସରରେ ଶହ ଶହ ଚାରା ରୋପଣ କରାଯାଇଥିଲା। ଛାତ୍ରଛାତ୍ରୀମାନେ ନିଜ ନିଜ ହାତରେ ଚାରା ରୋପଣ କରିଥିଲେ। [704, 193, 1019, 257]
row-value: Rs.4,000.00, 6,000.00/- (Online) [1130, 1259, 1239, 1269]
col4-body-3c: ରାସ୍ତାଟି ପ୍ରାୟ ୨୨ କି.ମି. ଲମ୍ବା। ଏହା ଜିଲ୍ଲାର ୪୪ ଖଣ୍ଡରୁ ଅଧିକ ଗ୍ରାମକୁ ସଂଯୋଗ କରିଥାଏ। ଶୀଘ୍ର ମରାମତି କରାଯିବ ବୋଲି ପ୍ରତିଶ୍ରୁତି ମିଳିଥିଲେ ମଧ୍ୟ କାମ ଆରମ୍ଭ ହୋଇନାହିଁ। [1325, 753, 1465, 817]
col4-body-3b: ବର୍ଷା ଦିନେ ଏହି ଗାତଗୁଡ଼ିକରେ ପାଣି ଜମିଯାଉଥିବାରୁ ଦୁର୍ଘଟଣା ଘଟୁଛି। ଏନେଇ ଅନେକ ଥର ଅଭିଯୋଗ କରାଯାଇଥିଲେ ମଧ୍ୟ ପ୍ରଶାସନ କୌଣସି ପଦକ୍ଷେପ ନେଉନାହିଁ ବୋଲି ଅଞ୍ଚଳବାସୀ ଅଭିଯୋଗ କରିଛନ୍ତି। [1177, 753, 1317, 830]
row-number: 03. [1039, 1537, 1050, 1547]
rbi-sig-1: କ୍ଷେତ୍ରୀୟ ନିର୍ଦ୍ଦେଶକ [589, 1500, 678, 1514]
railway-tender-notice [704, 594, 1019, 822]
anniversary-logo [12, 10, 132, 88]
row-tender-no: ଟେଣ୍ଡର ସୂଚନା ନଂ. TRD ୱେବସାଇଟରେ ଦେଖନ୍ତୁ [728, 716, 802, 736]
col4-body-1: ନାଳୀମାଧବ ପୀଠ ଶ୍ରୀକ୍ଷେତ୍ର ମା' ବିମଳାଙ୍କ ଦୁର୍ଗାପୂଜା ମହୋତ୍ସବ ଆରମ୍ଭ ହୋଇଯାଇଛି। ପ୍ରଥମ ଦିନ ମା'ଙ୍କୁ ସରସଣ୍ଡୀ ବେଶରେ ସଜାଯାଇଥିଲା। ଏହି ଅବସରରେ ଶହ ଶହ ଭକ୍ତ ମନ୍ଦିର ପରିସରରେ ଏକତ୍ରିତ ହୋଇ ମା'ଙ୍କ ଦର୍ଶନ କରିଥିଲେ। ଷୋଡ଼ଶ ଉପଚାରରେ ପୂଜା ଅନୁଷ୍ଠିତ ହୋଇଥିଲା। ମନ୍ଦିର କମିଟି ପକ୍ଷରୁ ଭକ୍ତମାନଙ୍କ ପାଇଁ ଉପଯୁକ୍ତ ବ୍ୟବସ୍ଥା କରାଯାଇଥିଲା। [1029, 157, 1225, 274]
phd-office-line-2: PUBLIC HEALTH DIVISION, BHAWANIPATNA [1124, 1436, 1370, 1449]
jag-oipr-ref: OIPR-34093/11/0028/2526 [1037, 1382, 1127, 1392]
divider [704, 586, 1019, 587]
list-item: • ଗ୍ରୀଡ଼ ଶକ୍ତି ସୁରକ୍ଷା ମିତ୍ର [542, 1081, 688, 1094]
col4-row-3 [1029, 753, 1465, 832]
row-desc: ଆନୁମାନିକ ମୂଲ୍ୟ : ₹ 24,98,927.00, EMD : ₹ 49,980/- [848, 746, 990, 766]
rbi-signature-block [28, 1498, 678, 1534]
masthead-place: ଭୁବନେଶ୍ୱର, ଗୁରୁବାର [568, 29, 699, 46]
col2-news6-body [224, 747, 374, 870]
photo-plantation-1 [12, 416, 214, 536]
divider [12, 749, 214, 750]
row-label: No. of Work [1053, 1229, 1093, 1239]
